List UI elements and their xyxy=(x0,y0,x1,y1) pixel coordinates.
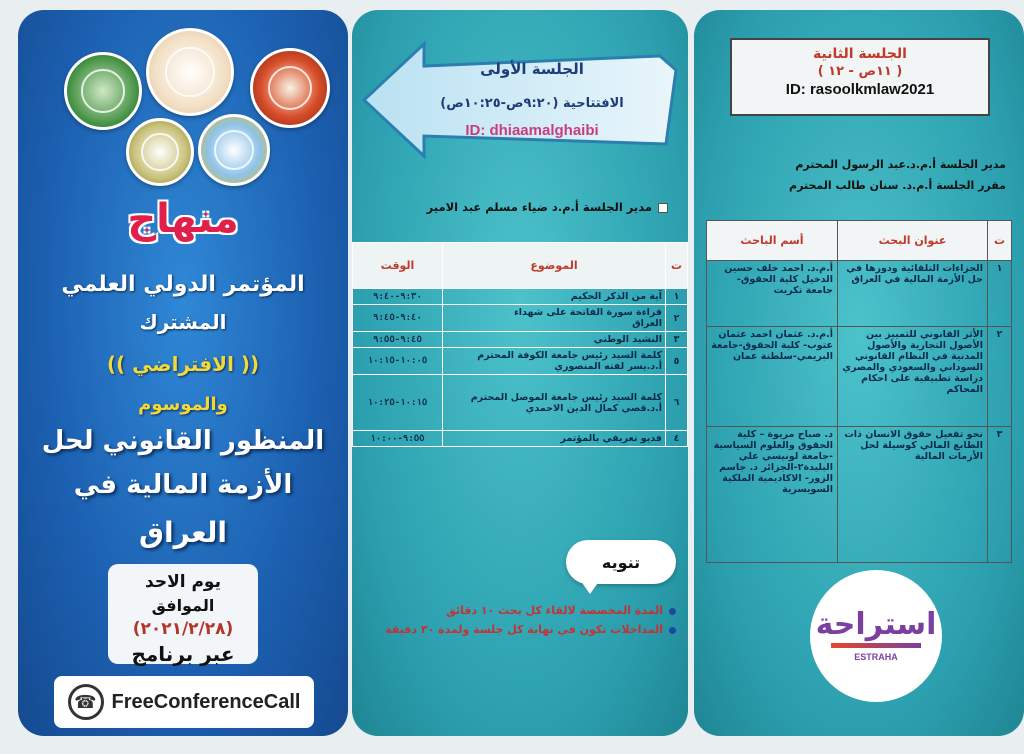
row-topic-sub: أ.د.يسر لفته المنصوري xyxy=(554,361,662,372)
row-paper-title: الأثر القانوني للتمييز بين الأصول التجارية والأصول المدنية في النظام القانوني السوداني والسعودي والمصري دراسة تطبيقية على احكام المحاكم xyxy=(838,327,988,427)
row-paper-title: نحو تفعيل حقوق الانسان ذات الطابع المالي كوسيلة لحل الأزمات المالية xyxy=(838,427,988,563)
phone-icon: ☎ xyxy=(68,684,104,720)
row-num: ٦ xyxy=(666,375,688,431)
notes-list xyxy=(356,604,676,642)
note-text: المداخلات تكون في نهاية كل جلسة ولمدة ٣٠ دقيقة xyxy=(385,623,663,636)
session2-reporter: مقرر الجلسة أ.م.د. سنان طالب المحترم xyxy=(789,179,1006,192)
row-topic-text: النشيد الوطني xyxy=(593,334,662,345)
row-topic-sub: العراق xyxy=(632,318,662,329)
session2-meeting-id: ID: rasoolkmlaw2021 xyxy=(785,81,935,98)
col-header-num: ت xyxy=(988,221,1012,261)
table-row xyxy=(353,305,688,332)
second-session-panel xyxy=(694,10,1024,736)
row-topic xyxy=(443,375,666,431)
schedule-table-wrap xyxy=(352,242,688,447)
bullet-icon xyxy=(669,608,676,615)
session2-chair: مدير الجلسة أ.م.د.عبد الرسول المحترم xyxy=(795,158,1006,171)
row-author: د. صباح مريوة – كلية الحقوق والعلوم السياسية -جامعة لونيسي علي البليدة٢-الجزائر د. جاسم الزور- الاكاديمية الملكية السويسرية xyxy=(707,427,838,563)
col-header-num: ت xyxy=(666,243,688,289)
row-time: ٩:٤٠-٩:٤٥ xyxy=(353,305,443,332)
table-row xyxy=(353,289,688,305)
col-header-time: الوقت xyxy=(353,243,443,289)
row-num: ٢ xyxy=(666,305,688,332)
platform-logo xyxy=(54,676,314,728)
row-topic xyxy=(443,305,666,332)
row-time: ٩:٤٥-٩:٥٥ xyxy=(353,332,443,348)
via-program-label: عبر برنامج xyxy=(131,642,235,666)
notice-bubble: تنويه xyxy=(566,540,676,584)
col-header-topic: الموضوع xyxy=(443,243,666,289)
row-topic xyxy=(443,332,666,348)
row-time: ١٠:١٥-١٠:٢٥ xyxy=(353,375,443,431)
row-num: ٣ xyxy=(988,427,1012,563)
col-header-title: عنوان البحث xyxy=(838,221,988,261)
row-num: ٥ xyxy=(666,348,688,375)
session2-time: ( ١١ص - ١٢ ) xyxy=(817,64,903,79)
row-topic-text: آية من الذكر الحكيم xyxy=(570,291,662,302)
session2-chairs xyxy=(706,158,1006,200)
session1-title: الجلسة الأولى xyxy=(480,60,584,78)
conference-name-line2: المشترك xyxy=(139,310,227,334)
list-item xyxy=(356,623,676,636)
session1-chair-text: مدير الجلسة أ.م.د ضياء مسلم عبد الامير xyxy=(426,200,652,214)
schedule-table xyxy=(352,242,688,447)
program-cover-panel xyxy=(18,10,348,736)
row-topic-text: كلمة السيد رئيس جامعة الموصل المحترم xyxy=(470,391,662,403)
university-logo-4 xyxy=(126,118,194,186)
checkbox-icon xyxy=(658,203,668,213)
break-logo-english: ESTRAHA xyxy=(854,652,898,662)
row-time: ١٠:٠٥-١٠:١٥ xyxy=(353,348,443,375)
table-row xyxy=(353,348,688,375)
session2-header xyxy=(730,38,990,116)
row-time: ٩:٣٠-٩:٤٠ xyxy=(353,289,443,305)
university-logo-5 xyxy=(198,114,270,186)
theme-line3: العراق xyxy=(139,516,227,549)
session1-meeting-id: ID: dhiaamalghaibi xyxy=(465,122,599,139)
matching-label: الموافق xyxy=(151,596,215,615)
row-topic-text: كلمة السيد رئيس جامعة الكوفة المحترم xyxy=(477,350,662,361)
papers-table-wrap xyxy=(706,220,1012,563)
virtual-tag: (( الافتراضي )) xyxy=(106,352,260,376)
list-item xyxy=(356,604,676,617)
table-row xyxy=(707,261,1012,327)
row-topic xyxy=(443,289,666,305)
event-date: (٢٠٢١/٢/٢٨) xyxy=(132,619,234,639)
break-logo-bar xyxy=(831,643,921,648)
program-title: منهاج xyxy=(127,196,239,242)
session2-title: الجلسة الثانية xyxy=(813,46,907,62)
row-topic-text: قراءة سورة الفاتحة على شهداء xyxy=(513,307,662,318)
row-author: أ.م.د. عثمان احمد عثمان عتوب- كلية الحقوق-جامعة البريمي-سلطنة عمان xyxy=(707,327,838,427)
row-num: ٣ xyxy=(666,332,688,348)
university-logo-2 xyxy=(146,28,234,116)
theme-line1: المنظور القانوني لحل xyxy=(41,426,325,456)
row-author: أ.م.د. احمد خلف حسين الدخيل كلية الحقوق-جامعة تكريت xyxy=(707,261,838,327)
university-logo-1 xyxy=(64,52,142,130)
table-row xyxy=(353,375,688,431)
session1-time: الافتتاحية (٩:٢٠ص-١٠:٢٥ص) xyxy=(440,96,624,111)
row-num: ١ xyxy=(666,289,688,305)
col-header-author: أسم الباحث xyxy=(707,221,838,261)
first-session-panel xyxy=(352,10,688,736)
note-text: المدة المخصصة لالقاء كل بحث ١٠ دقائق xyxy=(445,604,663,617)
table-row xyxy=(707,427,1012,563)
papers-table xyxy=(706,220,1012,563)
table-row xyxy=(353,431,688,447)
table-row xyxy=(707,327,1012,427)
row-topic-text: فديو تعريفي بالمؤتمر xyxy=(560,433,662,444)
event-day: يوم الاحد xyxy=(145,572,221,592)
bullet-icon xyxy=(669,627,676,634)
row-time: ٩:٥٥-١٠:٠٠ xyxy=(353,431,443,447)
break-logo xyxy=(810,570,942,702)
row-topic-sub: أ.د.قصي كمال الدين الاحمدي xyxy=(525,402,662,414)
titled-label: والموسوم xyxy=(138,394,228,415)
platform-name: FreeConferenceCall xyxy=(111,690,301,713)
row-num: ٢ xyxy=(988,327,1012,427)
session1-chair xyxy=(368,200,668,214)
row-num: ١ xyxy=(988,261,1012,327)
row-num: ٤ xyxy=(666,431,688,447)
row-paper-title: الجزاءات التلقائية ودورها في حل الأزمة المالية في العراق xyxy=(838,261,988,327)
table-row xyxy=(353,332,688,348)
theme-line2: الأزمة المالية في xyxy=(73,470,293,500)
break-logo-arabic: استراحة xyxy=(815,607,937,642)
row-topic xyxy=(443,431,666,447)
conference-name-line1: المؤتمر الدولي العلمي xyxy=(61,272,305,297)
row-topic xyxy=(443,348,666,375)
university-logo-3 xyxy=(250,48,330,128)
